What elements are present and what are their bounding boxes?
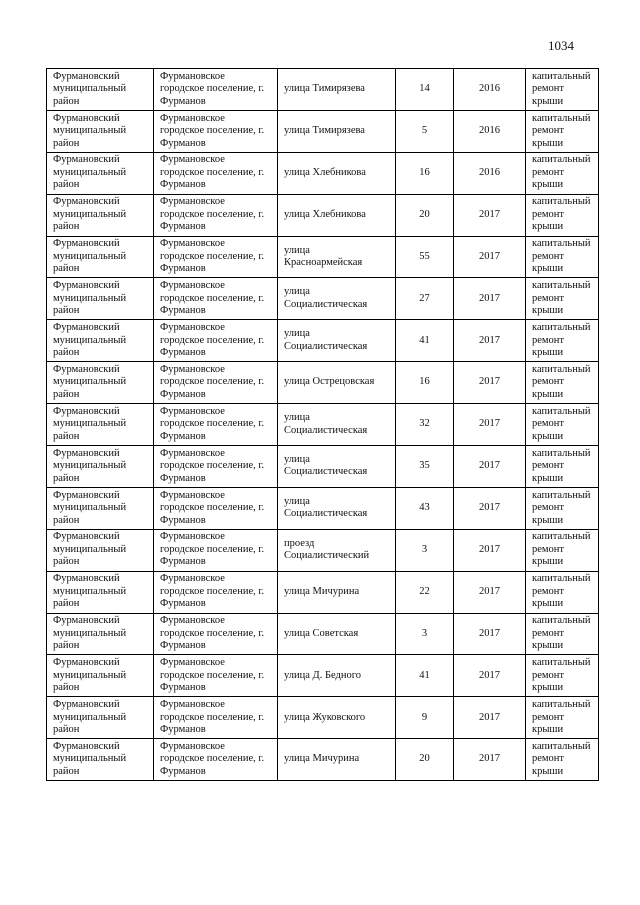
work-type-cell: капитальный ремонт крыши: [526, 110, 599, 152]
year-cell: 2017: [454, 571, 526, 613]
district-cell: Фурмановский муниципальный район: [47, 697, 154, 739]
work-type-cell: капитальный ремонт крыши: [526, 571, 599, 613]
table-row: [47, 152, 599, 194]
settlement-cell: Фурмановское городское поселение, г. Фурманов: [154, 320, 278, 362]
street-cell: улица Тимирязева: [278, 69, 396, 111]
street-cell: улица Социалистическая: [278, 404, 396, 446]
year-cell: 2017: [454, 362, 526, 404]
district-cell: Фурмановский муниципальный район: [47, 487, 154, 529]
year-cell: 2016: [454, 110, 526, 152]
house-number-cell: 32: [396, 404, 454, 446]
work-type-cell: капитальный ремонт крыши: [526, 362, 599, 404]
year-cell: 2017: [454, 487, 526, 529]
district-cell: Фурмановский муниципальный район: [47, 69, 154, 111]
street-cell: проезд Социалистический: [278, 529, 396, 571]
year-cell: 2017: [454, 194, 526, 236]
table-row: [47, 236, 599, 278]
year-cell: 2017: [454, 236, 526, 278]
table-row: [47, 362, 599, 404]
house-number-cell: 43: [396, 487, 454, 529]
district-cell: Фурмановский муниципальный район: [47, 446, 154, 488]
year-cell: 2017: [454, 655, 526, 697]
street-cell: улица Мичурина: [278, 571, 396, 613]
street-cell: улица Социалистическая: [278, 278, 396, 320]
work-type-cell: капитальный ремонт крыши: [526, 487, 599, 529]
work-type-cell: капитальный ремонт крыши: [526, 613, 599, 655]
house-number-cell: 20: [396, 194, 454, 236]
settlement-cell: Фурмановское городское поселение, г. Фурманов: [154, 529, 278, 571]
settlement-cell: Фурмановское городское поселение, г. Фурманов: [154, 655, 278, 697]
house-number-cell: 41: [396, 320, 454, 362]
settlement-cell: Фурмановское городское поселение, г. Фурманов: [154, 194, 278, 236]
table-row: [47, 697, 599, 739]
settlement-cell: Фурмановское городское поселение, г. Фурманов: [154, 404, 278, 446]
year-cell: 2017: [454, 739, 526, 781]
house-number-cell: 16: [396, 152, 454, 194]
work-type-cell: капитальный ремонт крыши: [526, 69, 599, 111]
street-cell: улица Д. Бедного: [278, 655, 396, 697]
street-cell: улица Социалистическая: [278, 487, 396, 529]
street-cell: улица Социалистическая: [278, 320, 396, 362]
settlement-cell: Фурмановское городское поселение, г. Фурманов: [154, 362, 278, 404]
street-cell: улица Красноармейская: [278, 236, 396, 278]
house-number-cell: 20: [396, 739, 454, 781]
district-cell: Фурмановский муниципальный район: [47, 613, 154, 655]
house-number-cell: 41: [396, 655, 454, 697]
work-type-cell: капитальный ремонт крыши: [526, 194, 599, 236]
year-cell: 2017: [454, 278, 526, 320]
street-cell: улица Хлебникова: [278, 194, 396, 236]
year-cell: 2017: [454, 613, 526, 655]
settlement-cell: Фурмановское городское поселение, г. Фурманов: [154, 110, 278, 152]
street-cell: улица Советская: [278, 613, 396, 655]
district-cell: Фурмановский муниципальный район: [47, 194, 154, 236]
settlement-cell: Фурмановское городское поселение, г. Фурманов: [154, 236, 278, 278]
settlement-cell: Фурмановское городское поселение, г. Фурманов: [154, 487, 278, 529]
street-cell: улица Социалистическая: [278, 446, 396, 488]
year-cell: 2017: [454, 697, 526, 739]
table-row: [47, 613, 599, 655]
year-cell: 2017: [454, 446, 526, 488]
work-type-cell: капитальный ремонт крыши: [526, 446, 599, 488]
district-cell: Фурмановский муниципальный район: [47, 278, 154, 320]
work-type-cell: капитальный ремонт крыши: [526, 320, 599, 362]
work-type-cell: капитальный ремонт крыши: [526, 236, 599, 278]
settlement-cell: Фурмановское городское поселение, г. Фурманов: [154, 697, 278, 739]
year-cell: 2017: [454, 320, 526, 362]
house-number-cell: 22: [396, 571, 454, 613]
district-cell: Фурмановский муниципальный район: [47, 529, 154, 571]
table-row: [47, 739, 599, 781]
work-type-cell: капитальный ремонт крыши: [526, 655, 599, 697]
table-row: [47, 446, 599, 488]
district-cell: Фурмановский муниципальный район: [47, 152, 154, 194]
year-cell: 2016: [454, 152, 526, 194]
district-cell: Фурмановский муниципальный район: [47, 404, 154, 446]
work-type-cell: капитальный ремонт крыши: [526, 739, 599, 781]
work-type-cell: капитальный ремонт крыши: [526, 404, 599, 446]
settlement-cell: Фурмановское городское поселение, г. Фурманов: [154, 739, 278, 781]
repair-schedule-table: [46, 68, 599, 781]
street-cell: улица Мичурина: [278, 739, 396, 781]
house-number-cell: 5: [396, 110, 454, 152]
year-cell: 2017: [454, 404, 526, 446]
table-row: [47, 529, 599, 571]
house-number-cell: 9: [396, 697, 454, 739]
district-cell: Фурмановский муниципальный район: [47, 655, 154, 697]
settlement-cell: Фурмановское городское поселение, г. Фурманов: [154, 571, 278, 613]
district-cell: Фурмановский муниципальный район: [47, 236, 154, 278]
district-cell: Фурмановский муниципальный район: [47, 362, 154, 404]
work-type-cell: капитальный ремонт крыши: [526, 278, 599, 320]
street-cell: улица Тимирязева: [278, 110, 396, 152]
table-row: [47, 278, 599, 320]
district-cell: Фурмановский муниципальный район: [47, 571, 154, 613]
street-cell: улица Хлебникова: [278, 152, 396, 194]
work-type-cell: капитальный ремонт крыши: [526, 529, 599, 571]
work-type-cell: капитальный ремонт крыши: [526, 152, 599, 194]
table-row: [47, 404, 599, 446]
house-number-cell: 3: [396, 613, 454, 655]
table-row: [47, 320, 599, 362]
district-cell: Фурмановский муниципальный район: [47, 739, 154, 781]
settlement-cell: Фурмановское городское поселение, г. Фурманов: [154, 69, 278, 111]
house-number-cell: 35: [396, 446, 454, 488]
table-body: [47, 69, 599, 781]
house-number-cell: 55: [396, 236, 454, 278]
year-cell: 2016: [454, 69, 526, 111]
page-number: 1034: [548, 38, 574, 53]
district-cell: Фурмановский муниципальный район: [47, 110, 154, 152]
table-row: [47, 487, 599, 529]
settlement-cell: Фурмановское городское поселение, г. Фурманов: [154, 278, 278, 320]
table-row: [47, 69, 599, 111]
settlement-cell: Фурмановское городское поселение, г. Фурманов: [154, 613, 278, 655]
street-cell: улица Жуковского: [278, 697, 396, 739]
table-row: [47, 655, 599, 697]
house-number-cell: 14: [396, 69, 454, 111]
settlement-cell: Фурмановское городское поселение, г. Фурманов: [154, 446, 278, 488]
table-row: [47, 194, 599, 236]
work-type-cell: капитальный ремонт крыши: [526, 697, 599, 739]
house-number-cell: 3: [396, 529, 454, 571]
house-number-cell: 27: [396, 278, 454, 320]
year-cell: 2017: [454, 529, 526, 571]
house-number-cell: 16: [396, 362, 454, 404]
table-row: [47, 110, 599, 152]
settlement-cell: Фурмановское городское поселение, г. Фурманов: [154, 152, 278, 194]
table-row: [47, 571, 599, 613]
street-cell: улица Острецовская: [278, 362, 396, 404]
district-cell: Фурмановский муниципальный район: [47, 320, 154, 362]
